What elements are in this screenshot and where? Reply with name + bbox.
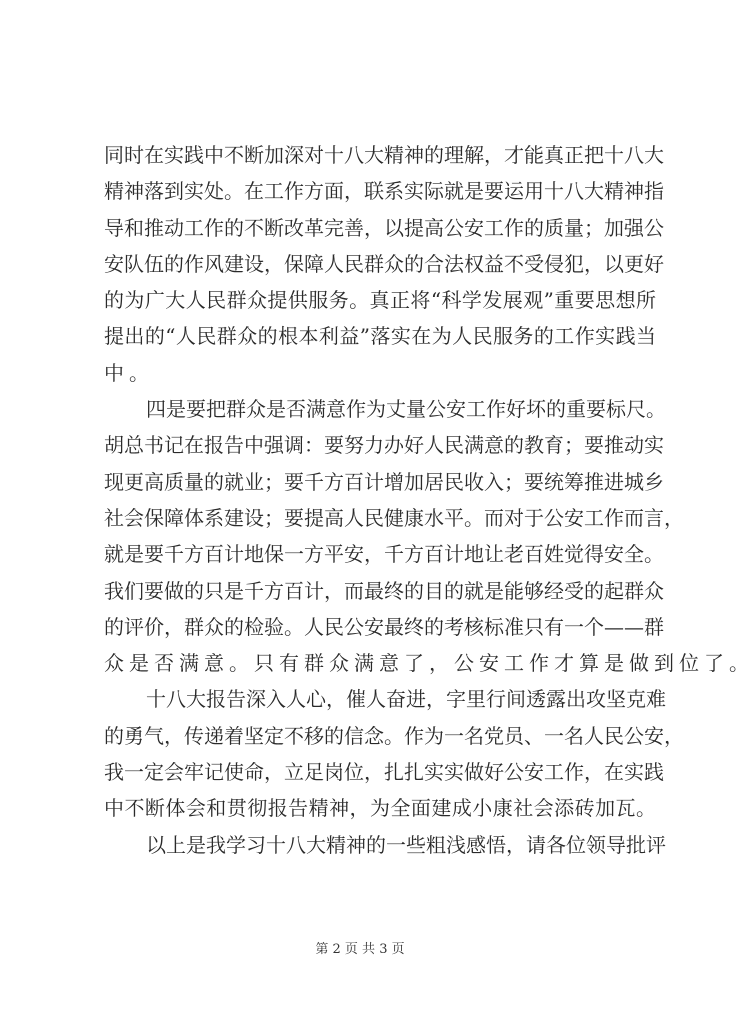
text-line: 四是要把群众是否满意作为丈量公安工作好坏的重要标尺。 (146, 397, 666, 422)
paragraph (104, 681, 684, 826)
text-line: 同时在实践中不断加深对十八大精神的理解，才能真正把十八大 (104, 143, 664, 167)
text-line: 的勇气，传递着坚定不移的信念。作为一名党员、一名人民公安， (104, 723, 684, 748)
text-line: 中。 (104, 360, 154, 385)
text-line: 提出的“人民群众的根本利益”落实在为人民服务的工作实践当 (104, 324, 656, 349)
text-line: 众是否满意。只有群众满意了，公安工作才算是做到位了。 (104, 651, 754, 676)
text-line: 十八大报告深入人心，催人奋进，字里行间透露出攻坚克难 (146, 687, 666, 712)
text-line: 安队伍的作风建设，保障人民群众的合法权益不受侵犯，以更好 (104, 251, 664, 276)
text-line: 我们要做的只是千方百计，而最终的目的就是能够经受的起群众 (104, 578, 664, 603)
text-line: 的为广大人民群众提供服务。真正将“科学发展观”重要思想所 (104, 288, 656, 313)
paragraph (104, 391, 754, 681)
text-line: 胡总书记在报告中强调：要努力办好人民满意的教育；要推动实 (104, 433, 664, 458)
text-line: 社会保障体系建设；要提高人民健康水平。而对于公安工作而言， (104, 505, 684, 530)
text-line: 中不断体会和贯彻报告精神，为全面建成小康社会添砖加瓦。 (104, 796, 656, 821)
text-line: 以上是我学习十八大精神的一些粗浅感悟，请各位领导批评 (146, 832, 666, 857)
text-line: 我一定会牢记使命，立足岗位，扎扎实实做好公安工作，在实践 (104, 760, 664, 785)
page-indicator: 第 2 页 共 3 页 (315, 942, 405, 957)
text-line: 精神落到实处。在工作方面，联系实际就是要运用十八大精神指 (104, 179, 664, 204)
text-line: 现更高质量的就业；要千方百计增加居民收入；要统筹推进城乡 (104, 469, 664, 494)
paragraph (104, 827, 666, 863)
text-line: 导和推动工作的不断改革完善，以提高公安工作的质量；加强公 (104, 215, 664, 240)
document-body (104, 137, 754, 863)
paragraph (104, 137, 664, 391)
text-line: 的评价，群众的检验。人民公安最终的考核标准只有一个——群 (104, 614, 664, 639)
text-line: 就是要千方百计地保一方平安，千方百计地让老百姓觉得安全。 (104, 542, 664, 567)
